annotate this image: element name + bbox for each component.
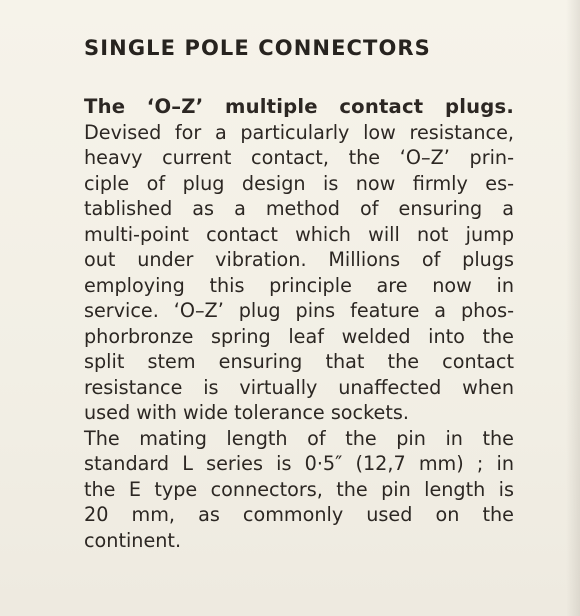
- text-line: phorbronze spring leaf welded into the: [84, 324, 514, 348]
- text-line: continent.: [84, 528, 182, 552]
- text-line: service. ‘O–Z’ plug pins feature a phos-: [84, 299, 514, 322]
- text-line: ciple of plug design is now firmly es-: [84, 171, 514, 195]
- lead-sentence: The ‘O–Z’ multiple contact plugs.: [84, 95, 514, 118]
- text-line: out under vibration. Millions of plugs: [84, 248, 514, 271]
- section-heading: SINGLE POLE CONNECTORS: [84, 36, 431, 60]
- text-line: standard L series is 0·5″ (12,7 mm) ; in: [84, 452, 514, 475]
- text-line: tablished as a method of ensuring a: [84, 197, 514, 220]
- text-line: split stem ensuring that the contact: [84, 350, 514, 373]
- text-line: Devised for a particularly low resistance,: [84, 120, 514, 144]
- page-edge-shadow: [566, 0, 580, 616]
- text-line: heavy current contact, the ‘O–Z’ prin-: [84, 146, 514, 169]
- body-text: [84, 94, 514, 553]
- text-line: resistance is virtually unaffected when: [84, 375, 514, 399]
- text-line: multi-point contact which will not jump: [84, 222, 514, 246]
- text-line: 20 mm, as commonly used on the: [84, 503, 514, 526]
- text-line: the E type connectors, the pin length is: [84, 477, 514, 501]
- text-line: The mating length of the pin in the: [84, 426, 514, 450]
- text-line: employing this principle are now in: [84, 273, 514, 297]
- text-line: used with wide tolerance sockets.: [84, 401, 409, 424]
